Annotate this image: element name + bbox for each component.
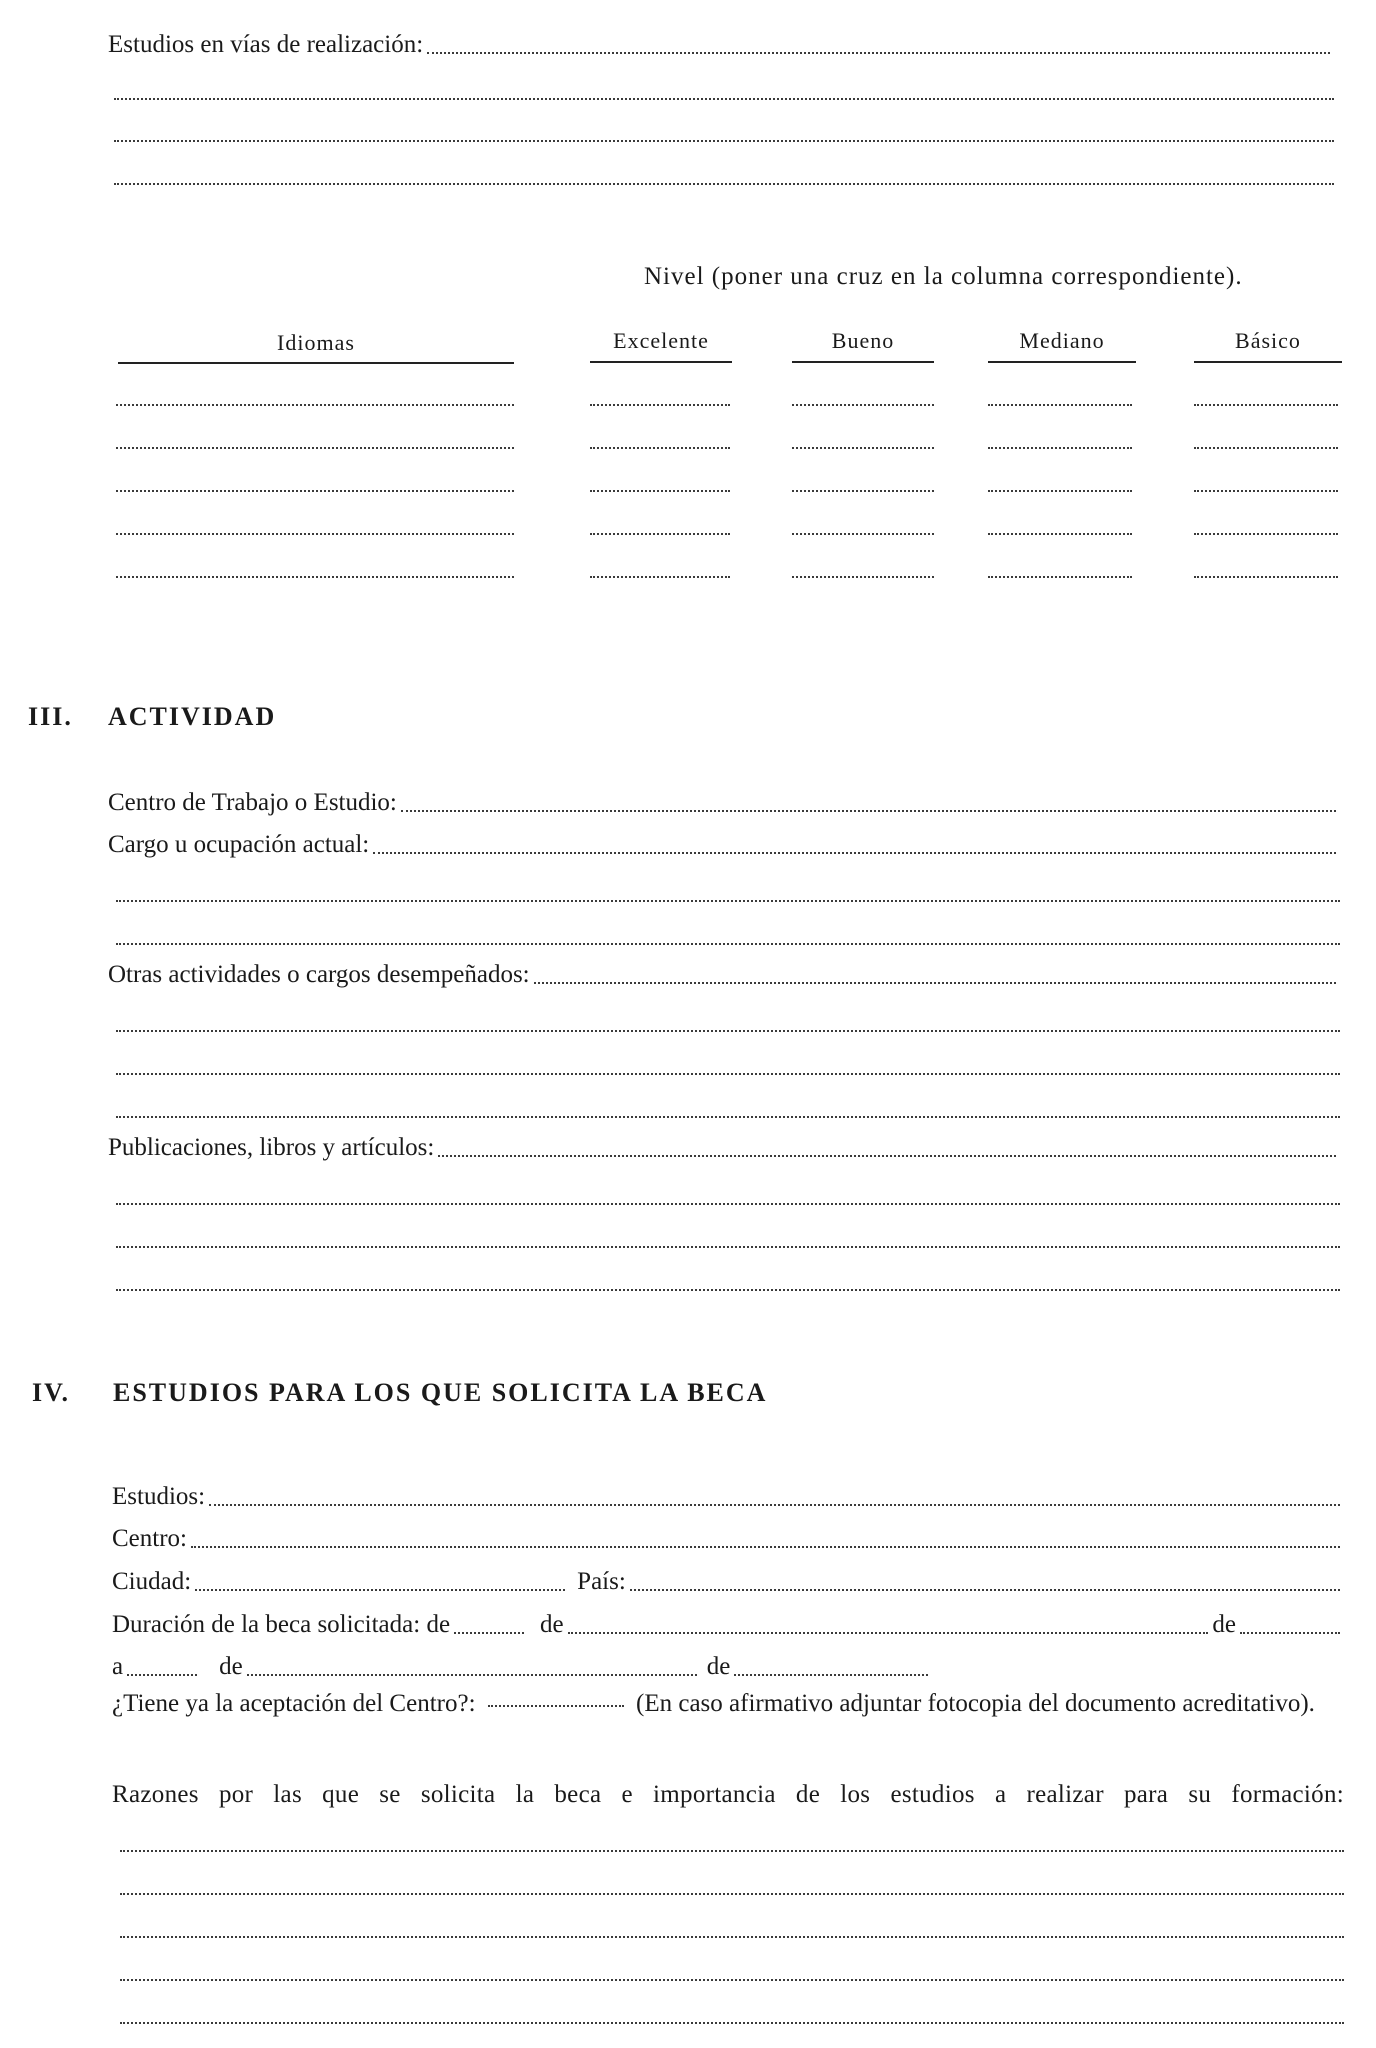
mediano-field-3[interactable]: [988, 490, 1132, 492]
hasta-mes-field[interactable]: [247, 1674, 697, 1676]
idioma-field-2[interactable]: [116, 447, 514, 449]
duracion-mes-desde-field[interactable]: [568, 1632, 1209, 1634]
bueno-field-3[interactable]: [792, 490, 934, 492]
nivel-note: Nivel (poner una cruz en la columna correspondiente).: [644, 263, 1243, 290]
hasta-row: [112, 1652, 932, 1682]
duracion-dia-desde-field[interactable]: [454, 1632, 524, 1634]
aceptacion-paragraph: [112, 1682, 1344, 1726]
section-3-title: ACTIVIDAD: [108, 702, 277, 731]
otras-actividades-line-4[interactable]: [116, 1116, 1340, 1118]
estudios-en-curso-line-4[interactable]: [114, 183, 1334, 185]
centro-label: Centro:: [112, 1525, 187, 1552]
publicaciones-line-3[interactable]: [116, 1246, 1340, 1248]
otras-actividades-line-2[interactable]: [116, 1030, 1340, 1032]
mediano-field-1[interactable]: [988, 404, 1132, 406]
col-underline-idiomas: [118, 362, 514, 364]
ciudad-field[interactable]: [195, 1589, 565, 1591]
centro-row: [112, 1524, 1344, 1554]
otras-actividades-line-3[interactable]: [116, 1073, 1340, 1075]
publicaciones-row: [108, 1133, 1340, 1163]
duracion-label: Duración de la beca solicitada: de: [112, 1611, 451, 1638]
duracion-row: [112, 1610, 1344, 1640]
aceptacion-label: ¿Tiene ya la aceptación del Centro?:: [112, 1690, 476, 1717]
centro-trabajo-label: Centro de Trabajo o Estudio:: [108, 789, 397, 816]
col-header-mediano: Mediano: [1019, 328, 1105, 353]
razones-label: Razones por las que se solicita la beca e importancia de los estudios a realizar para su formación:: [112, 1781, 1344, 1808]
excelente-field-5[interactable]: [590, 576, 730, 578]
mediano-field-4[interactable]: [988, 533, 1132, 535]
section-4-title: ESTUDIOS PARA LOS QUE SOLICITA LA BECA: [113, 1378, 768, 1407]
idioma-field-5[interactable]: [116, 576, 514, 578]
hasta-a-label: a: [112, 1653, 124, 1680]
ciudad-pais-row: [112, 1567, 1344, 1597]
idioma-field-1[interactable]: [116, 404, 514, 406]
centro-trabajo-row: [108, 788, 1340, 818]
estudios-row: [112, 1482, 1344, 1512]
hasta-de-label-2: de: [706, 1653, 731, 1680]
otras-actividades-label: Otras actividades o cargos desempeñados:: [108, 961, 530, 988]
estudios-en-curso-line-3[interactable]: [114, 140, 1334, 142]
centro-field[interactable]: [191, 1546, 1340, 1548]
cargo-actual-field[interactable]: [373, 852, 1336, 854]
bueno-field-4[interactable]: [792, 533, 934, 535]
razones-line-3[interactable]: [120, 1936, 1344, 1938]
publicaciones-field[interactable]: [438, 1155, 1336, 1157]
estudios-en-curso-field[interactable]: [427, 52, 1330, 54]
estudios-field[interactable]: [209, 1504, 1340, 1506]
basico-field-5[interactable]: [1194, 576, 1338, 578]
cargo-actual-line-2[interactable]: [116, 900, 1340, 902]
excelente-field-4[interactable]: [590, 533, 730, 535]
col-header-bueno: Bueno: [831, 328, 895, 353]
ciudad-label: Ciudad:: [112, 1568, 192, 1595]
cargo-actual-line-3[interactable]: [116, 943, 1340, 945]
idioma-field-4[interactable]: [116, 533, 514, 535]
basico-field-1[interactable]: [1194, 404, 1338, 406]
section-4-number: IV.: [32, 1378, 71, 1407]
bueno-field-2[interactable]: [792, 447, 934, 449]
duracion-de-label-1: de: [540, 1611, 564, 1638]
excelente-field-1[interactable]: [590, 404, 730, 406]
publicaciones-line-2[interactable]: [116, 1203, 1340, 1205]
cargo-actual-row: [108, 830, 1340, 860]
estudios-label: Estudios:: [112, 1483, 206, 1510]
estudios-en-curso-line-2[interactable]: [114, 98, 1334, 100]
basico-field-4[interactable]: [1194, 533, 1338, 535]
pais-label: País:: [577, 1568, 626, 1595]
razones-line-2[interactable]: [120, 1893, 1344, 1895]
bueno-field-5[interactable]: [792, 576, 934, 578]
centro-trabajo-field[interactable]: [401, 810, 1336, 812]
aceptacion-note: (En caso afirmativo adjuntar fotocopia del documento acreditativo).: [636, 1690, 1315, 1717]
publicaciones-label: Publicaciones, libros y artículos:: [108, 1134, 435, 1161]
mediano-field-2[interactable]: [988, 447, 1132, 449]
section-3-number: III.: [28, 702, 73, 731]
hasta-dia-field[interactable]: [127, 1674, 197, 1676]
col-underline-mediano: [988, 361, 1136, 363]
col-underline-excelente: [590, 361, 732, 363]
bueno-field-1[interactable]: [792, 404, 934, 406]
duracion-de-label-2: de: [1212, 1611, 1236, 1638]
cargo-actual-label: Cargo u ocupación actual:: [108, 831, 370, 858]
col-header-excelente: Excelente: [613, 328, 709, 353]
excelente-field-2[interactable]: [590, 447, 730, 449]
hasta-de-label-1: de: [219, 1653, 243, 1680]
col-underline-basico: [1194, 361, 1342, 363]
pais-field[interactable]: [630, 1589, 1340, 1591]
mediano-field-5[interactable]: [988, 576, 1132, 578]
duracion-anio-desde-field[interactable]: [1240, 1632, 1340, 1634]
estudios-en-curso-row: [108, 30, 1334, 60]
razones-line-5[interactable]: [120, 2022, 1344, 2024]
razones-line-1[interactable]: [120, 1850, 1344, 1852]
hasta-anio-field[interactable]: [734, 1674, 928, 1676]
basico-field-2[interactable]: [1194, 447, 1338, 449]
idioma-field-3[interactable]: [116, 490, 514, 492]
col-underline-bueno: [792, 361, 934, 363]
col-header-basico: Básico: [1235, 328, 1301, 353]
otras-actividades-field[interactable]: [534, 982, 1336, 984]
razones-line-4[interactable]: [120, 1979, 1344, 1981]
publicaciones-line-4[interactable]: [116, 1289, 1340, 1291]
col-header-idiomas: Idiomas: [277, 330, 355, 355]
otras-actividades-row: [108, 960, 1340, 990]
aceptacion-field[interactable]: [488, 1705, 624, 1707]
basico-field-3[interactable]: [1194, 490, 1338, 492]
excelente-field-3[interactable]: [590, 490, 730, 492]
estudios-en-curso-label: Estudios en vías de realización:: [108, 31, 424, 58]
